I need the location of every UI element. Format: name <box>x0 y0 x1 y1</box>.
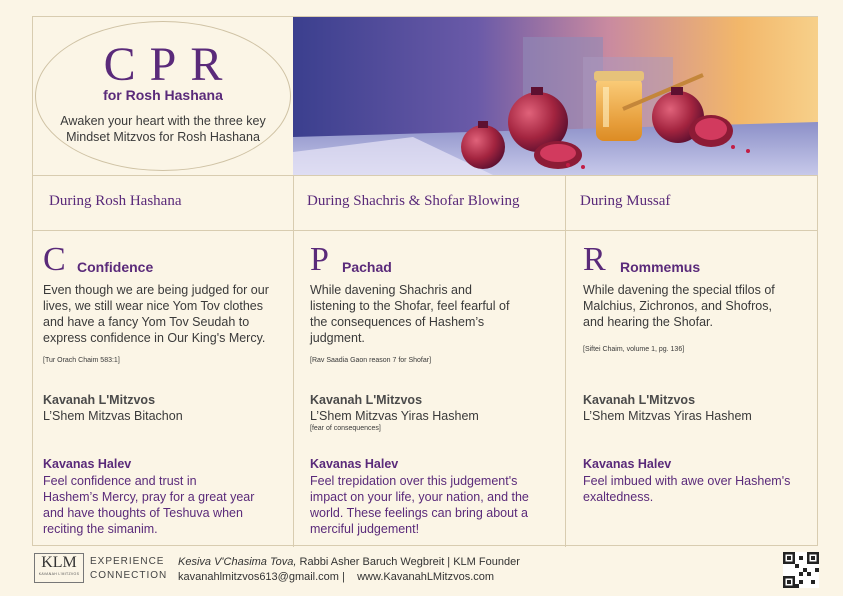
halev-title: Kavanas Halev <box>43 457 132 471</box>
column-heading: During Rosh Hashana <box>49 193 182 209</box>
kavanah-title: Kavanah L'Mitzvos <box>583 393 696 407</box>
credit-rest: Rabbi Asher Baruch Wegbreit | KLM Founder <box>296 556 520 568</box>
source-citation: [Tur Orach Chaim 583:1] <box>43 357 120 364</box>
qr-code-icon[interactable] <box>783 552 819 588</box>
halev-line: world. These feelings can bring about a <box>310 506 528 520</box>
kavanah-title: Kavanah L'Mitzvos <box>43 393 156 407</box>
pomegranate-honey-illustration <box>293 17 818 175</box>
separator: | <box>338 571 358 583</box>
column-letter: C <box>43 241 66 278</box>
title-block <box>33 17 293 175</box>
contact-line <box>178 571 494 583</box>
column-letter: R <box>583 241 606 278</box>
brand-line: EXPERIENCE <box>90 556 165 567</box>
credit-line <box>178 556 520 568</box>
halev-text <box>583 473 790 505</box>
kavanah-note: [fear of consequences] <box>310 425 381 432</box>
column-body <box>583 282 775 330</box>
halev-line: Hashem’s Mercy, pray for a great year <box>43 490 255 504</box>
body-line: express confidence in Our King's Mercy. <box>43 331 266 345</box>
brand-name <box>90 555 167 583</box>
body-line: the consequences of Hashem’s <box>310 315 485 329</box>
halev-text <box>310 473 529 537</box>
tagline-line-2: Mindset Mitzvos for Rosh Hashana <box>66 130 260 144</box>
column-body <box>43 282 269 346</box>
divider <box>33 230 817 231</box>
credit-italic: Kesiva V'Chasima Tova, <box>178 556 297 568</box>
footer <box>0 546 843 596</box>
page-title: CPR <box>103 38 237 91</box>
klm-logo <box>34 553 84 583</box>
halev-text <box>43 473 254 537</box>
body-line: lives, we still wear nice Yom Tov clothes <box>43 299 264 313</box>
kavanah-text: L’Shem Mitzvas Yiras Hashem <box>310 409 479 423</box>
hero-image <box>293 17 818 175</box>
column-heading: During Shachris & Shofar Blowing <box>307 193 520 209</box>
body-line: and have a fancy Yom Tov Seudah to <box>43 315 250 329</box>
halev-line: impact on your life, your nation, and the <box>310 490 529 504</box>
page-subtitle: for Rosh Hashana <box>103 87 223 103</box>
body-line: While davening the special tfilos of <box>583 283 775 297</box>
divider <box>565 175 566 547</box>
halev-line: Feel trepidation over this judgement's <box>310 474 518 488</box>
halev-line: Feel confidence and trust in <box>43 474 197 488</box>
tagline <box>43 113 283 145</box>
halev-line: reciting the simanim. <box>43 522 158 536</box>
body-line: Malchius, Zichronos, and Shofros, <box>583 299 772 313</box>
halev-line: exaltedness. <box>583 490 654 504</box>
body-line: While davening Shachris and <box>310 283 472 297</box>
body-line: judgment. <box>310 331 365 345</box>
column-heading: During Mussaf <box>580 193 671 209</box>
kavanah-title: Kavanah L'Mitzvos <box>310 393 423 407</box>
body-line: and hearing the Shofar. <box>583 315 713 329</box>
flyer-card <box>32 16 818 546</box>
logo-small-text: KAVANAH L'MITZVOS <box>38 572 80 576</box>
tagline-line-1: Awaken your heart with the three key <box>60 114 266 128</box>
halev-title: Kavanas Halev <box>310 457 399 471</box>
column-word: Pachad <box>342 259 392 275</box>
halev-title: Kavanas Halev <box>583 457 672 471</box>
column-word: Rommemus <box>620 259 701 275</box>
halev-line: Feel imbued with awe over Hashem's <box>583 474 791 488</box>
halev-line: merciful judgement! <box>310 522 420 536</box>
divider <box>293 175 294 547</box>
kavanah-text: L’Shem Mitzvas Bitachon <box>43 409 183 423</box>
body-line: listening to the Shofar, feel fearful of <box>310 299 510 313</box>
column-word: Confidence <box>77 259 154 275</box>
logo-text: KLM <box>41 554 77 571</box>
body-line: Even though we are being judged for our <box>43 283 269 297</box>
source-citation: [Siftei Chaim, volume 1, pg. 136] <box>583 346 685 353</box>
halev-line: and have thoughts of Teshuva when <box>43 506 243 520</box>
divider <box>33 175 817 176</box>
source-citation: [Rav Saadia Gaon reason 7 for Shofar] <box>310 357 432 364</box>
kavanah-text: L’Shem Mitzvas Yiras Hashem <box>583 409 752 423</box>
email-link[interactable]: kavanahlmitzvos613@gmail.com <box>178 571 339 583</box>
column-letter: P <box>310 241 329 278</box>
brand-line: CONNECTION <box>90 570 168 581</box>
website-link[interactable]: www.KavanahLMitzvos.com <box>357 571 495 583</box>
column-body <box>310 282 509 346</box>
